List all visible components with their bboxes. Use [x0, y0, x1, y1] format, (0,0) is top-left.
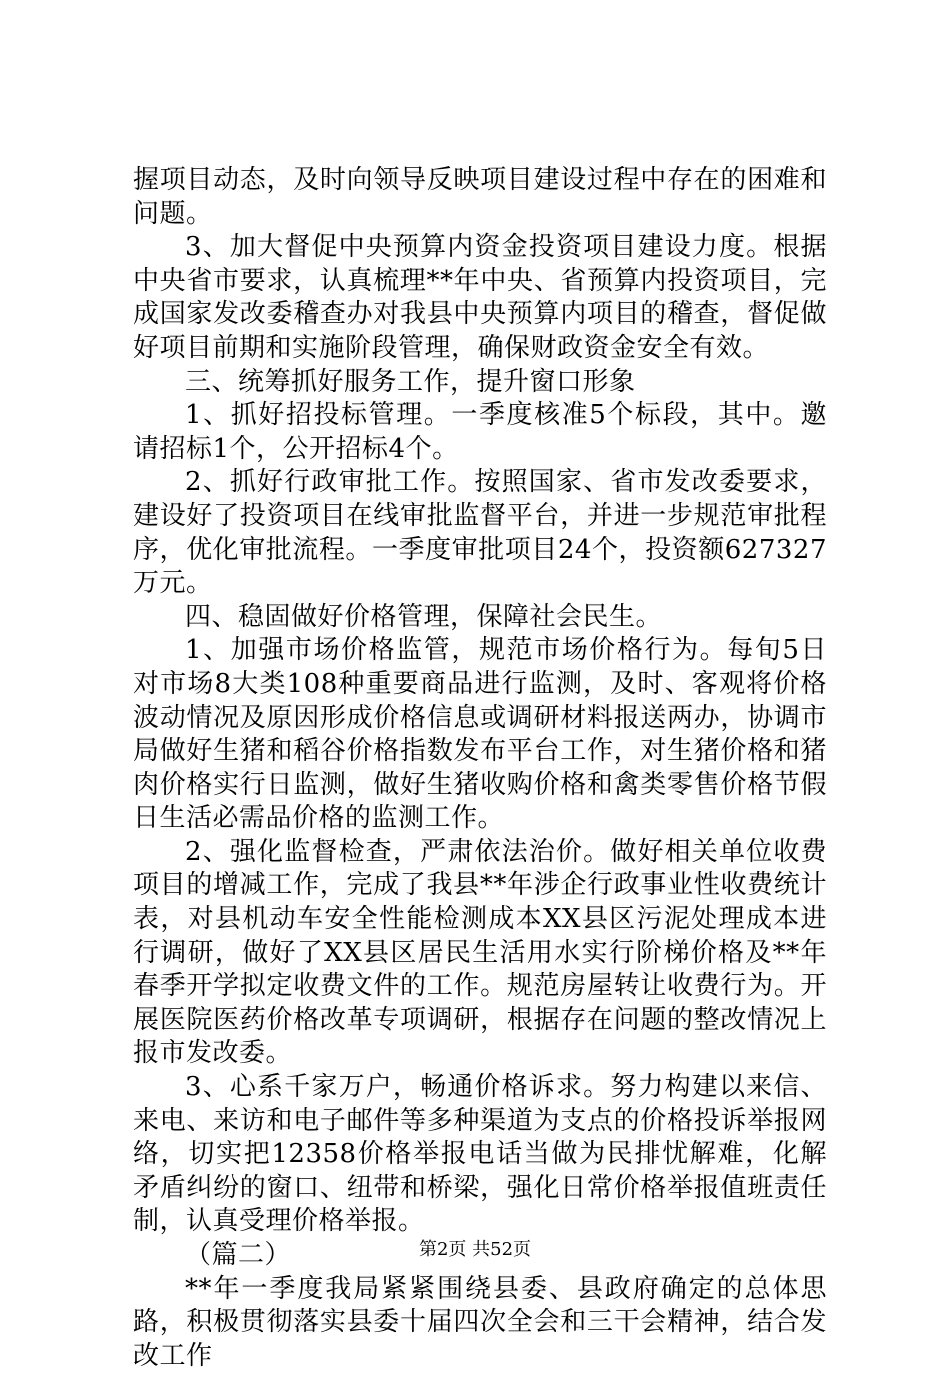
- section-heading-3: 三、统筹抓好服务工作，提升窗口形象: [185, 366, 636, 397]
- paragraph-part-two-intro: **年一季度我局紧紧围绕县委、县政府确定的总体思路，积极贯彻落实县委十届四次全会和三干会精神，结合发改工作: [133, 1273, 827, 1371]
- paragraph-item-3-complaints: 3、心系千家万户，畅通价格诉求。努力构建以来信、来电、来访和电子邮件等多种渠道为支点的价格投诉举报网络，切实把12358价格举报电话当做为民排忧解难，化解矛盾纠纷的窗口、纽带和桥梁，强化日常价格举报值班责任制，认真受理价格举报。: [133, 1072, 827, 1237]
- paragraph-item-2-inspection: 2、强化监督检查，严肃依法治价。做好相关单位收费项目的增减工作，完成了我县**年涉企行政事业性收费统计表，对县机动车安全性能检测成本XX县区污泥处理成本进行调研，做好了XX县区居民生活用水实行阶梯价格及**年春季开学拟定收费文件的工作。规范房屋转让收费行为。开展医院医药价格改革专项调研，根据存在问题的整改情况上报市发改委。: [133, 836, 827, 1069]
- paragraph-item-1-price-monitoring: 1、加强市场价格监管，规范市场价格行为。每旬5日对市场8大类108种重要商品进行监测，及时、客观将价格波动情况及原因形成价格信息或调研材料报送两办，协调市局做好生猪和稻谷价格指数发布平台工作，对生猪价格和猪肉价格实行日监测，做好生猪收购价格和禽类零售价格节假日生活必需品价格的监测工作。: [133, 635, 827, 834]
- paragraph-item-3-supervision: 3、加大督促中央预算内资金投资项目建设力度。根据中央省市要求，认真梳理**年中央、省预算内投资项目，完成国家发改委稽查办对我县中央预算内项目的稽查，督促做好项目前期和实施阶段管理，确保财政资金安全有效。: [133, 232, 827, 363]
- document-body: [133, 164, 827, 1373]
- paragraph-item-2-approval: 2、抓好行政审批工作。按照国家、省市发改委要求，建设好了投资项目在线审批监督平台，并进一步规范审批程序，优化审批流程。一季度审批项目24个，投资额627327万元。: [133, 467, 827, 599]
- part-two-heading: （篇二）: [185, 1240, 292, 1270]
- section-heading-4: 四、稳固做好价格管理，保障社会民生。: [185, 601, 663, 632]
- page-number-footer: 第2页 共52页: [418, 1239, 532, 1260]
- paragraph-continuation: 握项目动态，及时向领导反映项目建设过程中存在的困难和问题。: [133, 165, 827, 229]
- paragraph-item-1-bidding: 1、抓好招投标管理。一季度核准5个标段，其中。邀请招标1个，公开招标4个。: [133, 400, 827, 464]
